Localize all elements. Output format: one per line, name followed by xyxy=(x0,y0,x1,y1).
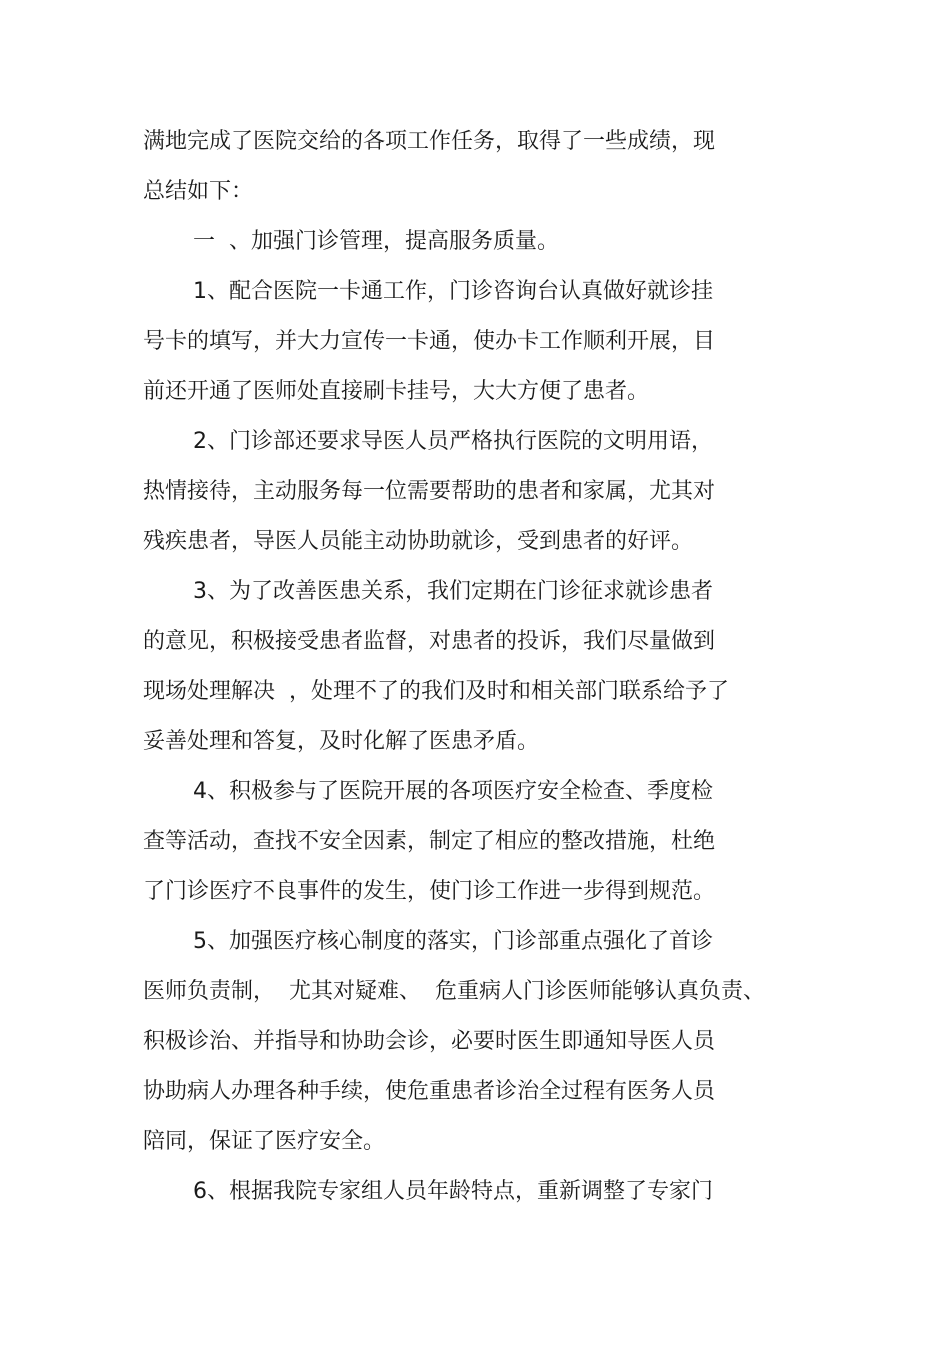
text-line: 妥善处理和答复，及时化解了医患矛盾。 xyxy=(143,729,540,754)
text-line: 了门诊医疗不良事件的发生，使门诊工作进一步得到规范。 xyxy=(143,879,716,904)
text-line: 满地完成了医院交给的各项工作任务，取得了一些成绩，现 xyxy=(143,129,716,154)
text-line: 5、加强医疗核心制度的落实，门诊部重点强化了首诊 xyxy=(193,929,713,954)
text-line: 前还开通了医师处直接刷卡挂号，大大方便了患者。 xyxy=(143,379,650,404)
text-line: 总结如下： xyxy=(143,179,254,204)
body-text xyxy=(143,117,803,1217)
section-heading: 一 、加强门诊管理，提高服务质量。 xyxy=(193,229,559,254)
text-line: 热情接待，主动服务每一位需要帮助的患者和家属，尤其对 xyxy=(143,479,716,504)
text-line: 的意见，积极接受患者监督，对患者的投诉，我们尽量做到 xyxy=(143,629,716,654)
text-line: 2、门诊部还要求导医人员严格执行医院的文明用语， xyxy=(193,429,713,454)
text-line: 号卡的填写，并大力宣传一卡通，使办卡工作顺利开展，目 xyxy=(143,329,716,354)
text-line: 积极诊治、并指导和协助会诊，必要时医生即通知导医人员 xyxy=(143,1029,716,1054)
text-line: 4、积极参与了医院开展的各项医疗安全检查、季度检 xyxy=(193,779,713,804)
text-line: 医师负责制， 尤其对疑难、 危重病人门诊医师能够认真负责、 xyxy=(143,979,765,1004)
text-line: 残疾患者，导医人员能主动协助就诊，受到患者的好评。 xyxy=(143,529,694,554)
text-line: 6、根据我院专家组人员年龄特点，重新调整了专家门 xyxy=(193,1179,713,1204)
text-line: 查等活动，查找不安全因素，制定了相应的整改措施，杜绝 xyxy=(143,829,716,854)
text-line: 现场处理解决 ，处理不了的我们及时和相关部门联系给予了 xyxy=(143,679,729,704)
text-line: 3、为了改善医患关系，我们定期在门诊征求就诊患者 xyxy=(193,579,713,604)
text-line: 1、配合医院一卡通工作，门诊咨询台认真做好就诊挂 xyxy=(193,279,713,304)
text-line: 陪同，保证了医疗安全。 xyxy=(143,1129,386,1154)
text-line: 协助病人办理各种手续，使危重患者诊治全过程有医务人员 xyxy=(143,1079,716,1104)
